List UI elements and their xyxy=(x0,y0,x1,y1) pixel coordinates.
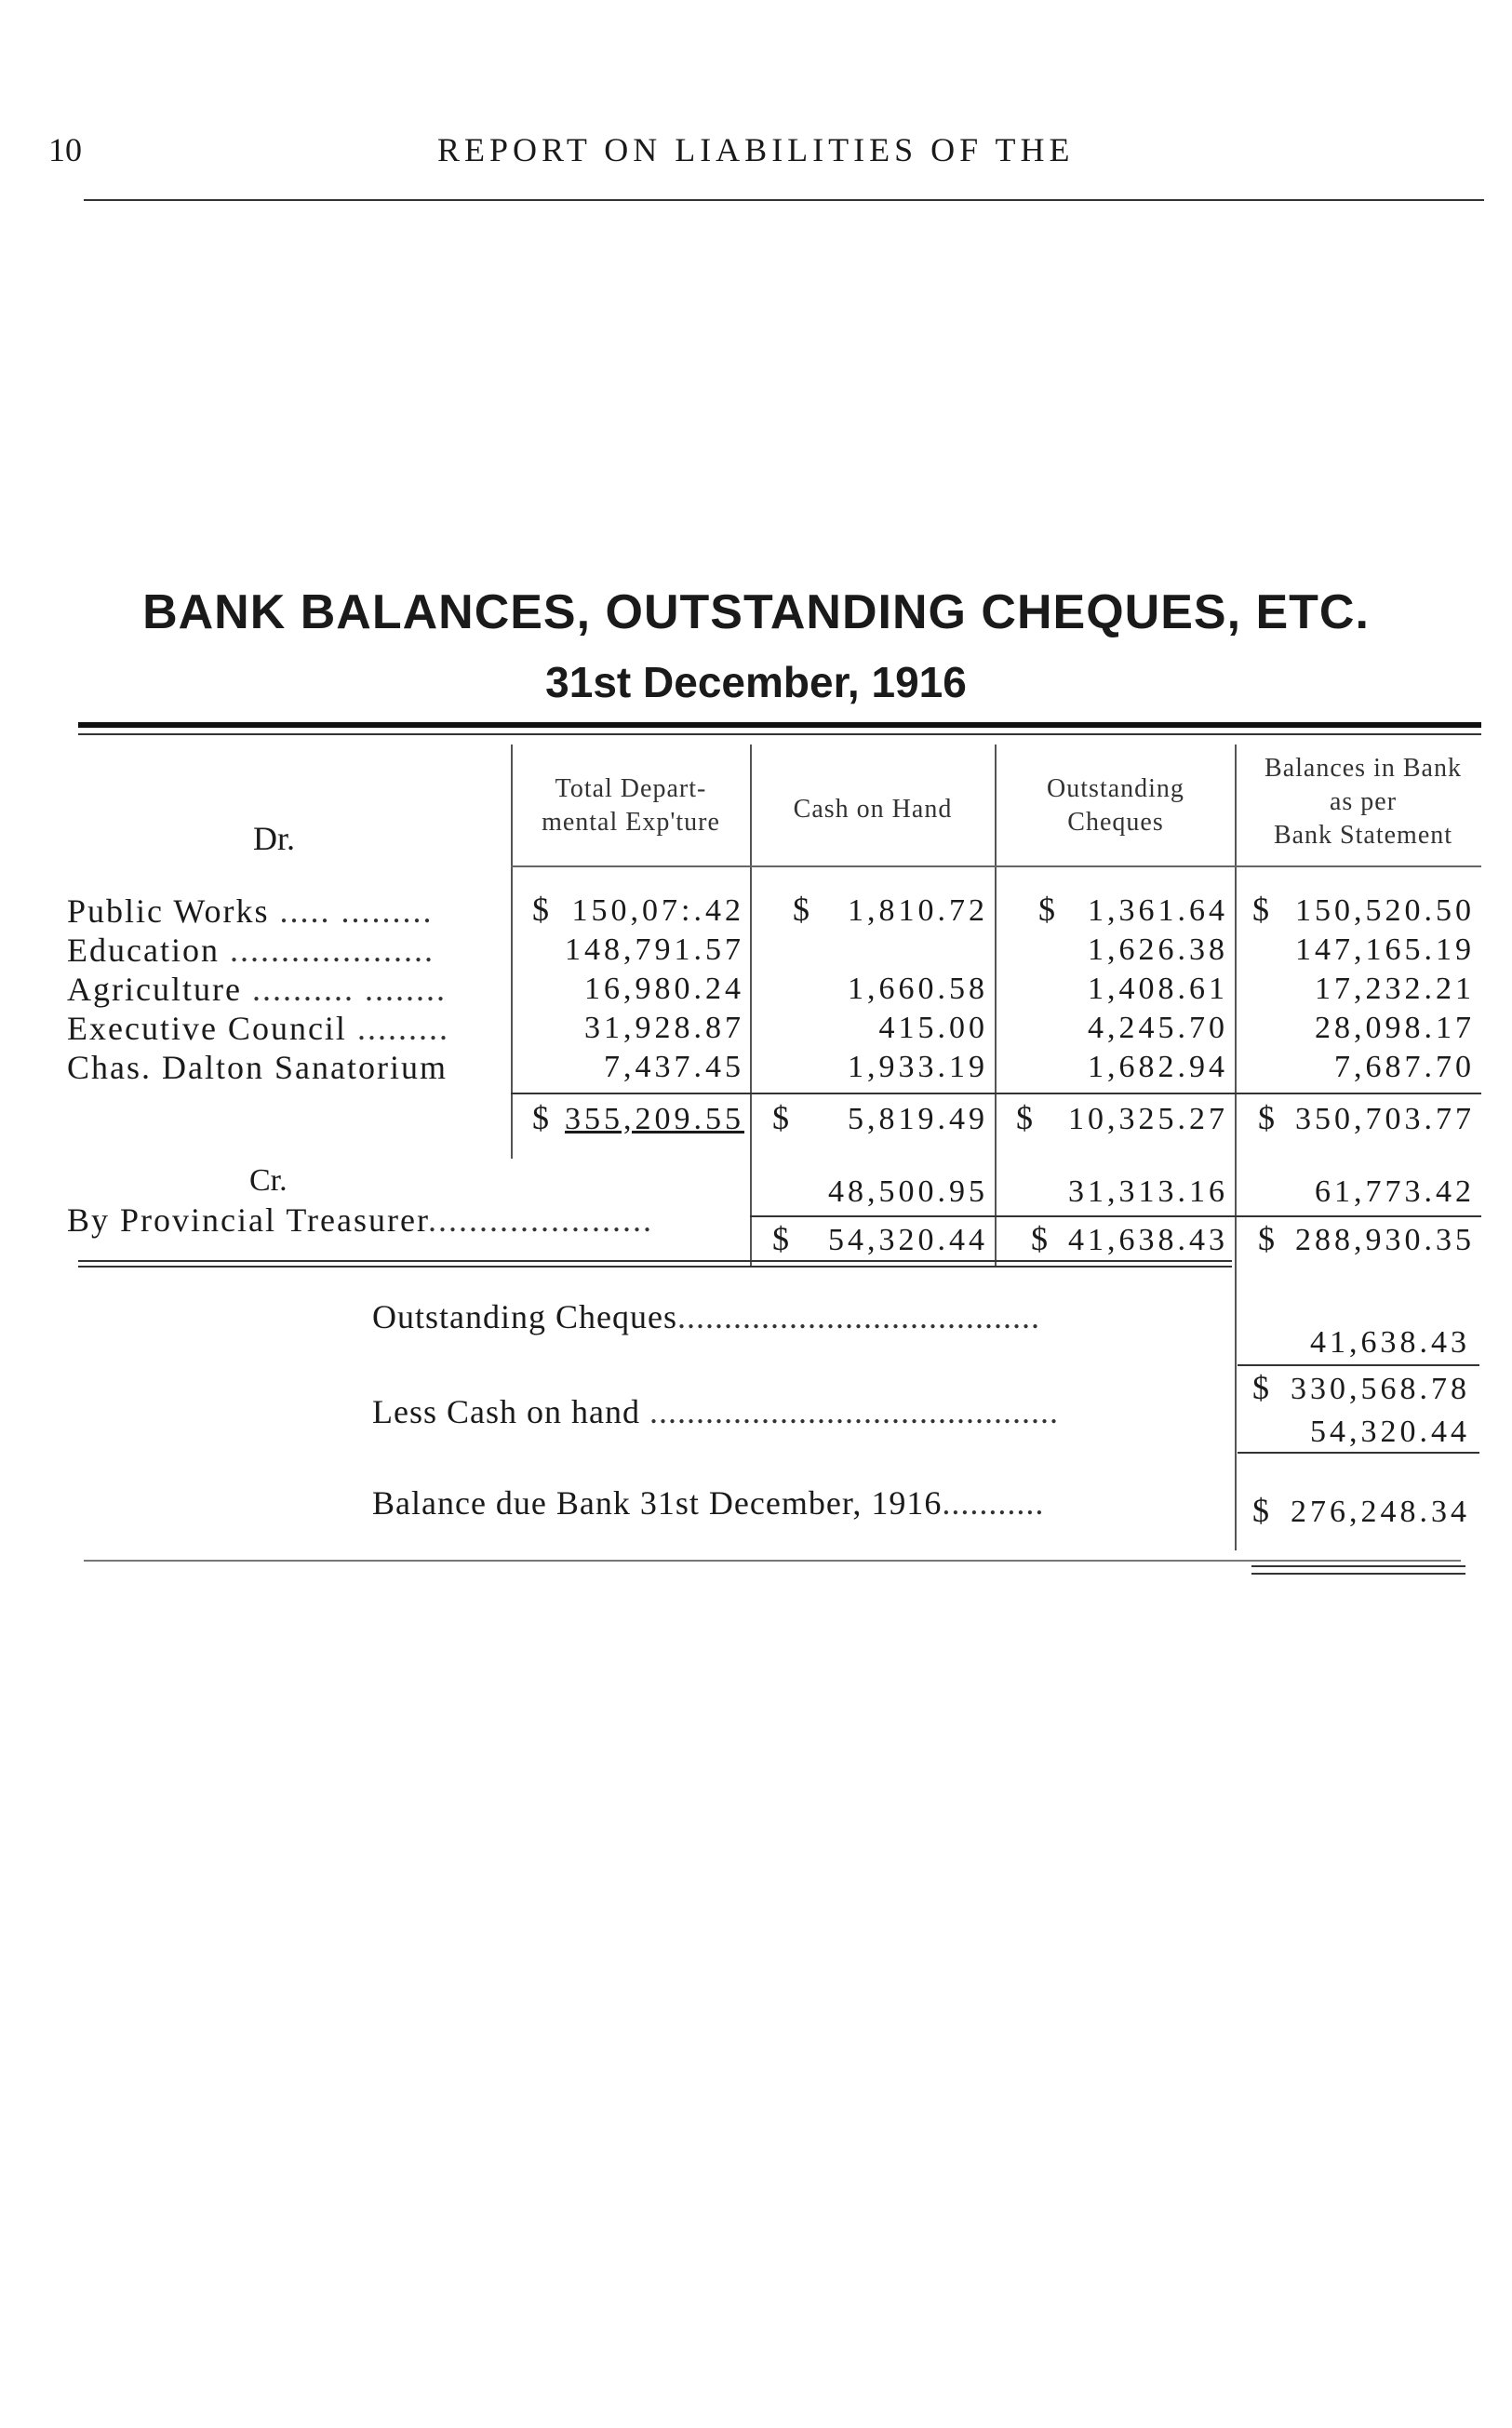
currency-sign: $ xyxy=(532,1099,549,1136)
treasurer-cell: 48,500.95 xyxy=(828,1174,988,1209)
column-divider-2 xyxy=(750,744,752,1266)
summary-less-cash-text: Less Cash on hand xyxy=(372,1393,640,1430)
table-cell: 1,660.58 xyxy=(848,972,988,1006)
column-divider-3 xyxy=(995,744,997,1266)
col-head-total-line1: Total Depart- xyxy=(555,774,707,803)
row-dots: ......... xyxy=(356,1010,449,1047)
summary-outstanding-label xyxy=(372,1297,1040,1336)
currency-sign: $ xyxy=(772,1099,789,1136)
final-total-cell: 54,320.44 xyxy=(828,1223,988,1257)
currency-sign: $ xyxy=(1258,1099,1275,1136)
page-number: 10 xyxy=(48,131,82,168)
col-head-cash-line1: Cash on Hand xyxy=(793,795,953,824)
table-row-label xyxy=(67,970,447,1009)
final-total-cell: 41,638.43 xyxy=(1068,1223,1228,1257)
summary-less-cash-value: 54,320.44 xyxy=(1310,1415,1470,1449)
closing-rule xyxy=(84,1560,1461,1562)
table-cell: 147,165.19 xyxy=(1295,932,1475,967)
table-bottom-rule-1 xyxy=(78,1260,1232,1262)
row-label-text: Education xyxy=(67,932,220,969)
dr-label: Dr. xyxy=(253,820,295,857)
col-head-outstanding xyxy=(997,772,1234,839)
summary-rule xyxy=(1238,1364,1479,1366)
summary-less-cash-label xyxy=(372,1392,1059,1431)
summary-dots: ....................................... xyxy=(676,1298,1040,1335)
table-row-label xyxy=(67,931,435,970)
treasurer-cell: 31,313.16 xyxy=(1068,1174,1228,1209)
table-row-label xyxy=(67,892,433,931)
balance-double-rule-1 xyxy=(1251,1565,1465,1567)
currency-sign: $ xyxy=(793,891,810,928)
row-dots: .......... ........ xyxy=(251,971,447,1008)
table-bottom-rule-2 xyxy=(78,1266,1232,1268)
header-rule xyxy=(84,199,1484,201)
total-cell: 350,703.77 xyxy=(1295,1102,1475,1136)
col-head-balances-line1: Balances in Bank xyxy=(1264,754,1462,783)
totals-rule xyxy=(511,1093,1481,1094)
currency-sign: $ xyxy=(532,891,549,928)
currency-sign: $ xyxy=(1031,1220,1048,1257)
row-label-text: Chas. Dalton Sanatorium xyxy=(67,1049,448,1086)
summary-rule xyxy=(1238,1452,1479,1454)
table-cell: 150,520.50 xyxy=(1295,893,1475,928)
currency-sign: $ xyxy=(1038,891,1055,928)
table-cell: 148,791.57 xyxy=(565,932,744,967)
table-cell: 1,626.38 xyxy=(1088,932,1228,967)
table-cell: 1,933.19 xyxy=(848,1050,988,1084)
summary-balance-text: Balance due Bank 31st December, 1916 xyxy=(372,1484,943,1522)
table-cell: 7,687.70 xyxy=(1334,1050,1475,1084)
table-cell: 415.00 xyxy=(878,1011,988,1045)
currency-sign: $ xyxy=(1258,1220,1275,1257)
header-underline xyxy=(511,865,1481,867)
cr-label: Cr. xyxy=(249,1163,288,1198)
col-head-balances xyxy=(1238,752,1489,852)
column-divider-1 xyxy=(511,744,513,1159)
treasurer-cell: 61,773.42 xyxy=(1315,1174,1475,1209)
row-dots: ..... ......... xyxy=(279,892,434,930)
table-cell: 4,245.70 xyxy=(1088,1011,1228,1045)
row-label-text: Agriculture xyxy=(67,971,242,1008)
treasurer-dots: ...................... xyxy=(427,1201,653,1239)
col-head-outstanding-line1: Outstanding xyxy=(1047,774,1184,803)
summary-outstanding-text: Outstanding Cheques xyxy=(372,1298,677,1335)
table-row-label xyxy=(67,1048,448,1087)
final-total-cell: 288,930.35 xyxy=(1295,1223,1475,1257)
table-cell: 31,928.87 xyxy=(584,1011,744,1045)
table-top-rule-thin xyxy=(78,733,1481,735)
total-cell: 5,819.49 xyxy=(848,1102,988,1136)
total-cell: 355,209.55 xyxy=(565,1102,744,1136)
currency-sign: $ xyxy=(1252,1492,1269,1529)
currency-sign: $ xyxy=(1252,1369,1269,1406)
table-cell: 16,980.24 xyxy=(584,972,744,1006)
summary-dots: ............................................ xyxy=(649,1393,1059,1430)
table-cell: 28,098.17 xyxy=(1315,1011,1475,1045)
col-head-outstanding-line2: Cheques xyxy=(1067,808,1164,837)
row-dots: .................... xyxy=(229,932,435,969)
running-head: REPORT ON LIABILITIES OF THE xyxy=(437,131,1075,168)
table-cell: 1,361.64 xyxy=(1088,893,1228,928)
col-head-cash xyxy=(754,793,992,826)
table-cell: 1,682.94 xyxy=(1088,1050,1228,1084)
currency-sign: $ xyxy=(772,1220,789,1257)
page-subtitle: 31st December, 1916 xyxy=(545,658,967,706)
summary-subtotal-value: 330,568.78 xyxy=(1291,1372,1470,1406)
col-head-balances-line3: Bank Statement xyxy=(1273,821,1453,850)
table-row-label xyxy=(67,1009,449,1048)
table-cell: 1,810.72 xyxy=(848,893,988,928)
table-top-rule-thick xyxy=(78,722,1481,728)
total-cell: 10,325.27 xyxy=(1068,1102,1228,1136)
summary-balance-label xyxy=(372,1483,1044,1523)
currency-sign: $ xyxy=(1252,891,1269,928)
summary-dots: ........... xyxy=(942,1484,1045,1522)
page-title: BANK BALANCES, OUTSTANDING CHEQUES, ETC. xyxy=(142,585,1370,639)
currency-sign: $ xyxy=(1016,1099,1033,1136)
table-cell: 1,408.61 xyxy=(1088,972,1228,1006)
summary-outstanding-value: 41,638.43 xyxy=(1310,1325,1470,1360)
balance-double-rule-2 xyxy=(1251,1573,1465,1575)
row-label-text: Public Works xyxy=(67,892,270,930)
treasurer-label-text: By Provincial Treasurer xyxy=(67,1201,428,1239)
col-head-total xyxy=(514,772,748,839)
table-cell: 150,07:.42 xyxy=(571,893,744,928)
table-cell: 7,437.45 xyxy=(604,1050,744,1084)
col-head-balances-line2: as per xyxy=(1329,787,1398,816)
col-head-total-line2: mental Exp'ture xyxy=(542,808,720,837)
final-totals-rule xyxy=(750,1215,1481,1217)
row-label-text: Executive Council xyxy=(67,1010,347,1047)
treasurer-label xyxy=(67,1201,653,1240)
summary-balance-value: 276,248.34 xyxy=(1291,1495,1470,1529)
table-cell: 17,232.21 xyxy=(1315,972,1475,1006)
